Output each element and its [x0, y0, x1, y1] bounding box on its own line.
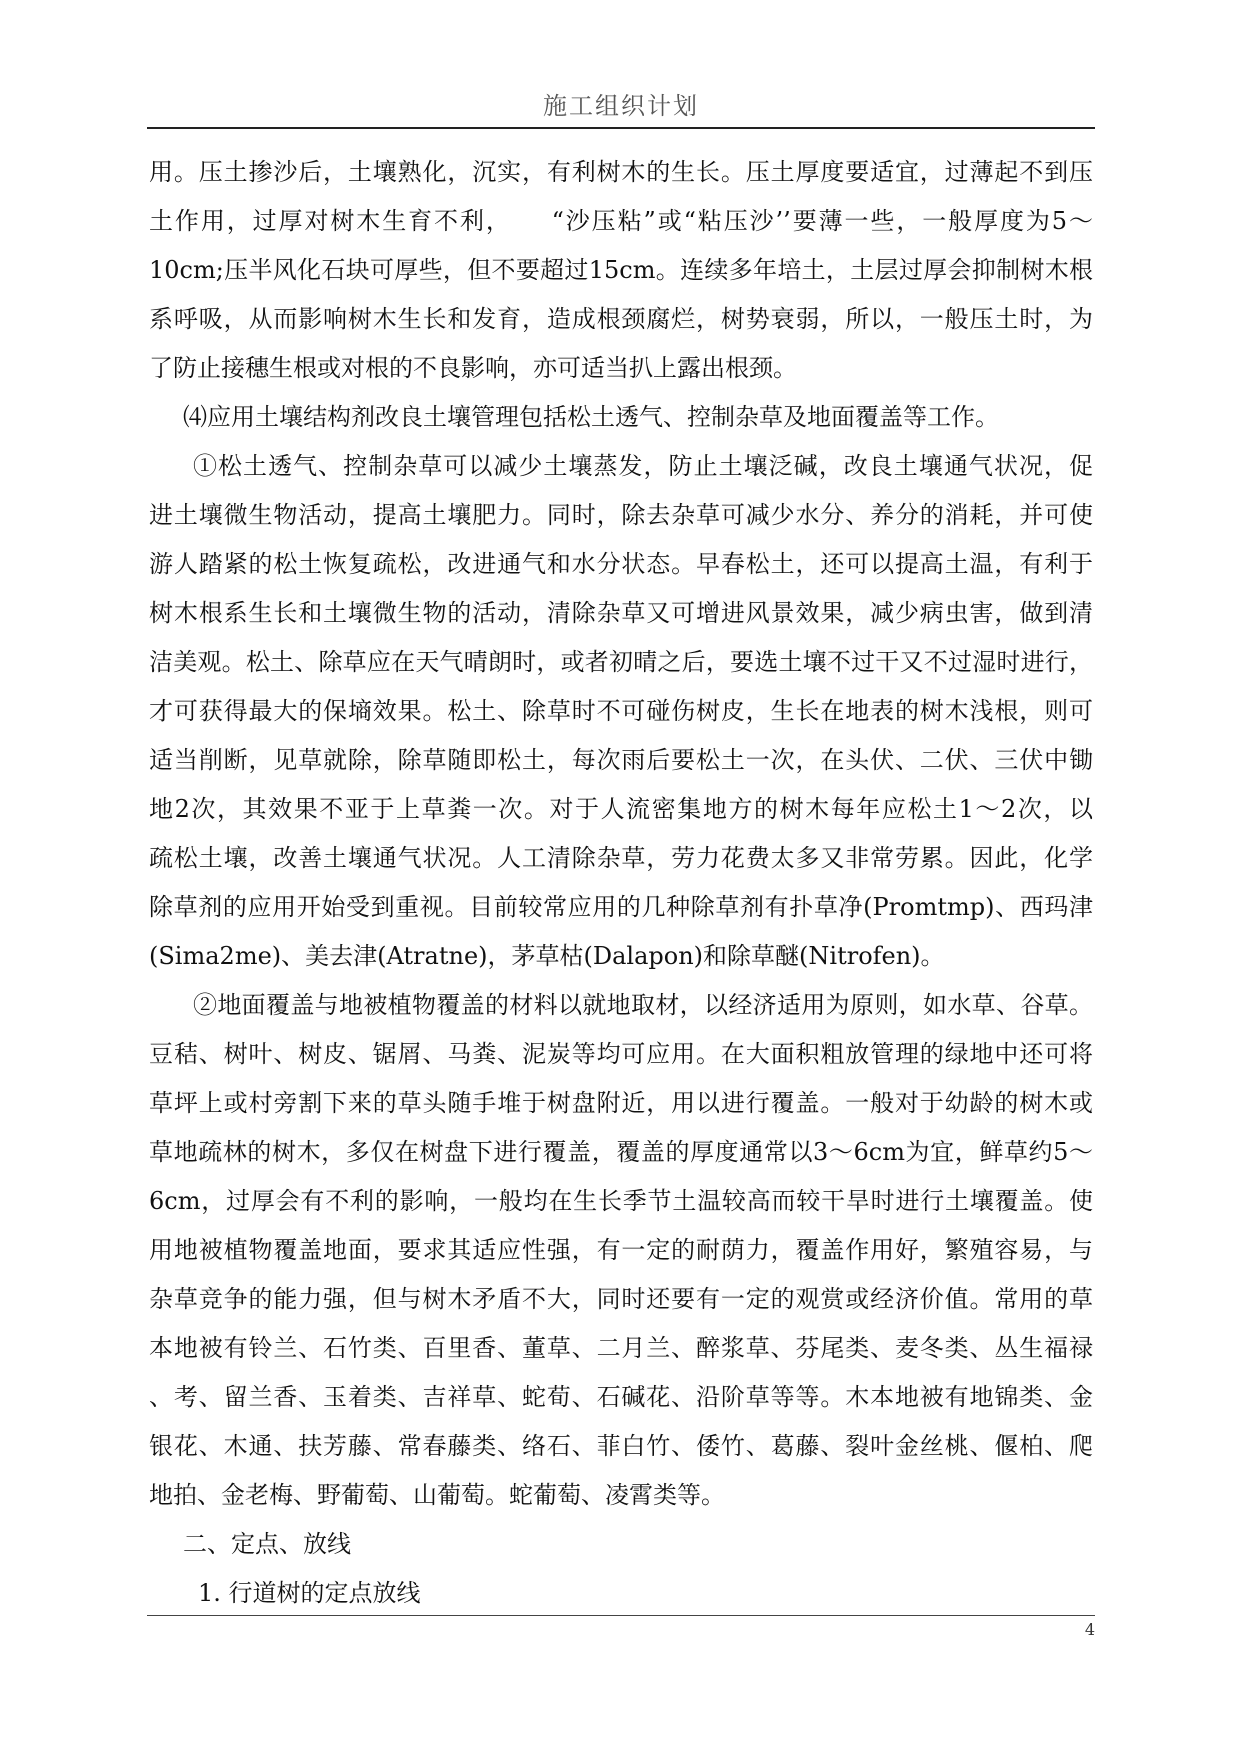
text-line: 地2次，其效果不亚于上草粪一次。对于人流密集地方的树木每年应松土1～2次，以: [149, 795, 1093, 823]
text-line: 了防止接穗生根或对根的不良影响，亦可适当扒上露出根颈。: [149, 354, 797, 382]
header-divider: [147, 127, 1095, 129]
text-line: 才可获得最大的保墒效果。松土、除草时不可碰伤树皮，生长在地表的树木浅根，则可: [149, 697, 1093, 725]
text-line: (Sima2me)、美去津(Atratne)，茅草枯(Dalapon)和除草醚(Nitrofen)。: [149, 942, 945, 970]
text-line: 草地疏林的树木，多仅在树盘下进行覆盖，覆盖的厚度通常以3～6cm为宜，鲜草约5～: [149, 1138, 1093, 1166]
text-line: 用地被植物覆盖地面，要求其适应性强，有一定的耐荫力，覆盖作用好，繁殖容易，与: [149, 1236, 1093, 1264]
text-line: 用。压土掺沙后，土壤熟化，沉实，有利树木的生长。压土厚度要适宜，过薄起不到压: [149, 158, 1093, 186]
text-line: 疏松土壤，改善土壤通气状况。人工清除杂草，劳力花费太多又非常劳累。因此，化学: [149, 844, 1093, 872]
page-number: 4: [1084, 1620, 1095, 1639]
paragraph-start-1: ①松土透气、控制杂草可以减少土壤蒸发，防止土壤泛碱，改良土壤通气状况，促: [193, 452, 1093, 480]
text-line: 豆秸、树叶、树皮、锯屑、马粪、泥炭等均可应用。在大面积粗放管理的绿地中还可将: [149, 1040, 1093, 1068]
page-header-title: 施工组织计划: [543, 92, 699, 120]
text-line: 土作用，过厚对树木生育不利， “沙压粘”或“粘压沙’’要薄一些，一般厚度为5～: [149, 207, 1093, 235]
text-line: 本地被有铃兰、石竹类、百里香、董草、二月兰、醉浆草、芬尾类、麦冬类、丛生福禄: [149, 1334, 1093, 1362]
text-line: 银花、木通、扶芳藤、常春藤类、络石、菲白竹、倭竹、葛藤、裂叶金丝桃、偃柏、爬: [149, 1432, 1093, 1460]
text-line: 地拍、金老梅、野葡萄、山葡萄。蛇葡萄、凌霄类等。: [149, 1481, 725, 1509]
text-line: 洁美观。松土、除草应在天气晴朗时，或者初晴之后，要选土壤不过干又不过湿时进行，: [149, 648, 1093, 676]
text-line: 树木根系生长和土壤微生物的活动，清除杂草又可增进风景效果，减少病虫害，做到清: [149, 599, 1093, 627]
text-line: 适当削断，见草就除，除草随即松土，每次雨后要松土一次，在头伏、二伏、三伏中锄: [149, 746, 1093, 774]
section-heading-2: 二、定点、放线: [183, 1530, 351, 1558]
text-line: 杂草竞争的能力强，但与树木矛盾不大，同时还要有一定的观赏或经济价值。常用的草: [149, 1285, 1093, 1313]
text-line: 游人踏紧的松土恢复疏松，改进通气和水分状态。早春松土，还可以提高土温，有利于: [149, 550, 1093, 578]
subsection-heading-1: 1. 行道树的定点放线: [198, 1579, 421, 1607]
paragraph-start-2: ②地面覆盖与地被植物覆盖的材料以就地取材，以经济适用为原则，如水草、谷草。: [193, 991, 1093, 1019]
text-line: 草坪上或村旁割下来的草头随手堆于树盘附近，用以进行覆盖。一般对于幼龄的树木或: [149, 1089, 1093, 1117]
text-line: 系呼吸，从而影响树木生长和发育，造成根颈腐烂，树势衰弱，所以，一般压土时，为: [149, 305, 1093, 333]
body-text: [149, 148, 1093, 1618]
text-line: 进土壤微生物活动，提高土壤肥力。同时，除去杂草可减少水分、养分的消耗，并可使: [149, 501, 1093, 529]
text-line: 、考、留兰香、玉着类、吉祥草、蛇荀、石碱花、沿阶草等等。木本地被有地锦类、金: [149, 1383, 1093, 1411]
footer-divider: [147, 1615, 1095, 1616]
section-heading-4: ⑷应用土壤结构剂改良土壤管理包括松土透气、控制杂草及地面覆盖等工作。: [183, 403, 999, 431]
text-line: 6cm，过厚会有不利的影响，一般均在生长季节土温较高而较干旱时进行土壤覆盖。使: [149, 1187, 1093, 1215]
text-line: 除草剂的应用开始受到重视。目前较常应用的几种除草剂有扑草净(Promtmp)、西玛津: [149, 893, 1093, 921]
text-line: 10cm;压半风化石块可厚些，但不要超过15cm。连续多年培土，土层过厚会抑制树木根: [149, 256, 1093, 284]
